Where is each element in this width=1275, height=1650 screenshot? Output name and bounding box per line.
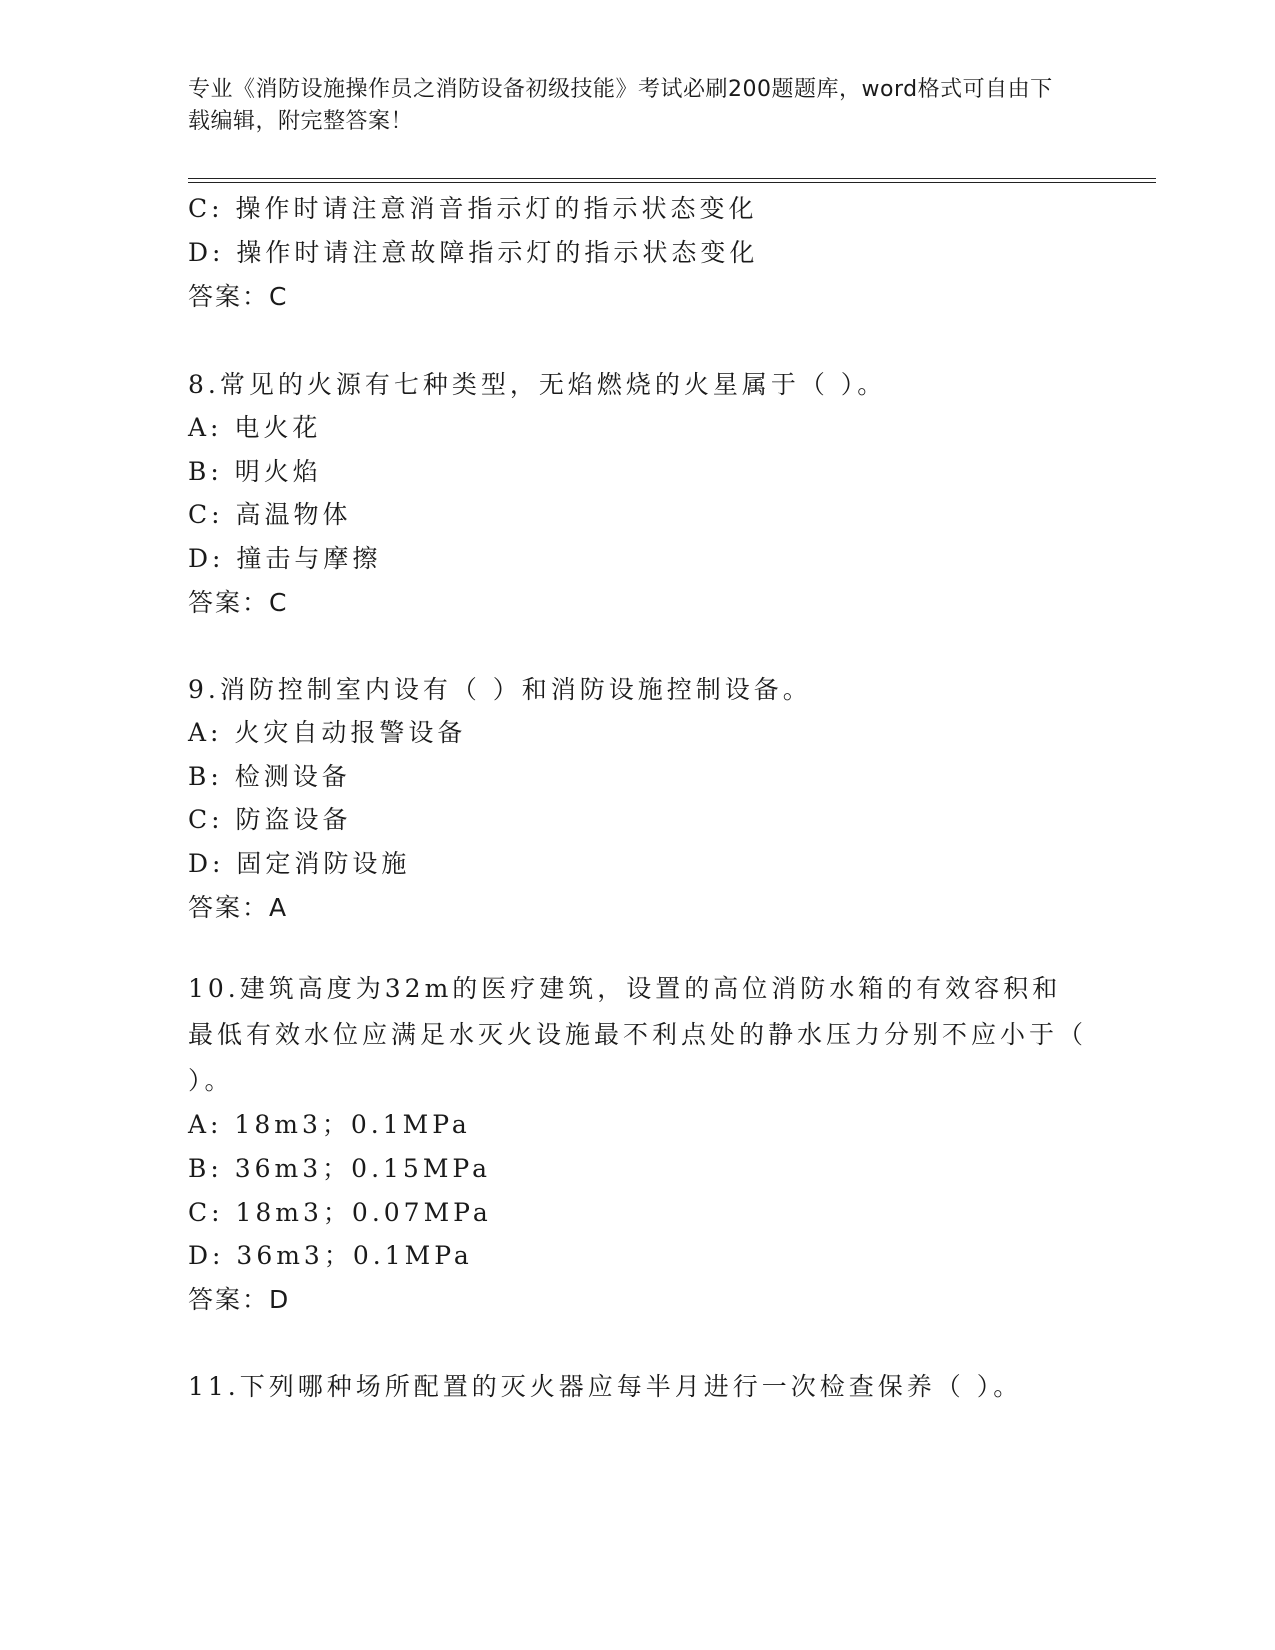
q10-stem: 10.建筑高度为32m的医疗建筑，设置的高位消防水箱的有效容积和最低有效水位应满足水灭火设施最不利点处的静水压力分别不应小于（ ）。 (188, 974, 1088, 1095)
q9-option-c: C: 防盗设备 (188, 805, 352, 834)
q10-option-d: D: 36m3；0.1MPa (188, 1241, 473, 1270)
q9-option-a: A: 火灾自动报警设备 (188, 718, 467, 747)
q8-option-d: D: 撞击与摩擦 (188, 544, 382, 573)
q9-answer: 答案：A (188, 893, 289, 922)
q10-option-a: A: 18m3；0.1MPa (188, 1110, 471, 1139)
document-header: 专业《消防设施操作员之消防设备初级技能》考试必刷200题题库，word格式可自由下载编辑，附完整答案！ (188, 77, 1053, 134)
q8-stem: 8.常见的火源有七种类型，无焰燃烧的火星属于（ ）。 (188, 370, 887, 399)
q9-option-d: D: 固定消防设施 (188, 849, 411, 878)
q8-option-b: B: 明火焰 (188, 457, 322, 486)
q10-option-c: C: 18m3；0.07MPa (188, 1198, 492, 1227)
q8-answer: 答案：C (188, 588, 289, 617)
header-divider (188, 178, 1156, 183)
q11-stem: 11.下列哪种场所配置的灭火器应每半月进行一次检查保养（ ）。 (188, 1372, 1023, 1401)
q9-stem: 9.消防控制室内设有（ ）和消防设施控制设备。 (188, 675, 812, 704)
q7-answer: 答案：C (188, 282, 289, 311)
q8-option-a: A: 电火花 (188, 413, 322, 442)
q9-option-b: B: 检测设备 (188, 762, 351, 791)
q8-option-c: C: 高温物体 (188, 500, 352, 529)
q7-option-c: C: 操作时请注意消音指示灯的指示状态变化 (188, 194, 758, 223)
q7-option-d: D: 操作时请注意故障指示灯的指示状态变化 (188, 238, 759, 267)
q10-answer: 答案：D (188, 1285, 291, 1314)
q10-option-b: B: 36m3；0.15MPa (188, 1154, 492, 1183)
